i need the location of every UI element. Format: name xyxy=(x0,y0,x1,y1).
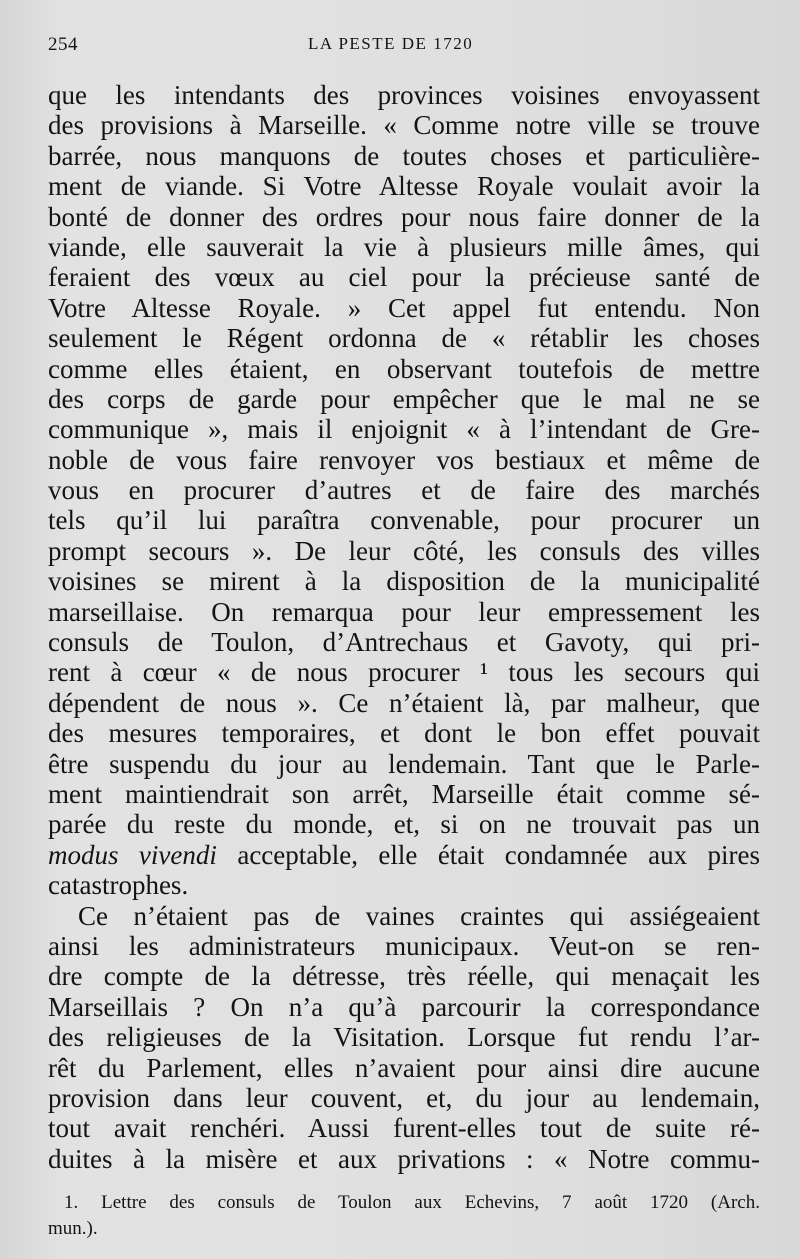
text-line: que les intendants des provinces voisines envoyassent xyxy=(48,80,760,110)
text-line: ainsi les administrateurs municipaux. Veut-on se ren- xyxy=(48,930,760,961)
text-line: parée du reste du monde, et, si on ne trouvait pas un xyxy=(48,809,760,840)
text-line: modus vivendi acceptable, elle était condamnée aux pires xyxy=(48,839,760,870)
text-line: tels qu’il lui paraîtra convenable, pour procurer un xyxy=(48,505,760,536)
text-line: comme elles étaient, en observant toutefois de mettre xyxy=(48,353,760,384)
text-line: des religieuses de la Visitation. Lorsque fut rendu l’ar- xyxy=(48,1022,760,1053)
text-line: tout avait renchéri. Aussi furent-elles tout de suite ré- xyxy=(48,1113,760,1144)
text-line: Ce n’étaient pas de vaines craintes qui assiégeaient xyxy=(78,900,760,931)
body-text xyxy=(48,80,760,1174)
text-line: communique », mais il enjoignit « à l’intendant de Gre- xyxy=(48,414,760,445)
footnotes xyxy=(48,1190,760,1242)
text-line: duites à la misère et aux privations : « Notre commu- xyxy=(48,1143,760,1174)
text-line: consuls de Toulon, d’Antrechaus et Gavoty, qui pri- xyxy=(48,627,760,658)
text-line: prompt secours ». De leur côté, les consuls des villes xyxy=(48,535,760,566)
text-line: ment maintiendrait son arrêt, Marseille était comme sé- xyxy=(48,778,760,809)
text-line: dre compte de la détresse, très réelle, qui menaçait les xyxy=(48,961,760,992)
text-line: barrée, nous manquons de toutes choses et particulière- xyxy=(48,140,760,171)
text-line: des provisions à Marseille. « Comme notre ville se trouve xyxy=(48,110,760,141)
text-line: des corps de garde pour empêcher que le mal ne se xyxy=(48,383,760,414)
text-line: des mesures temporaires, et dont le bon effet pouvait xyxy=(48,718,760,749)
text-line: dépendent de nous ». Ce n’étaient là, par malheur, que xyxy=(48,687,760,718)
running-title: LA PESTE DE 1720 xyxy=(308,34,474,53)
text-line: provision dans leur couvent, et, du jour au lendemain, xyxy=(48,1082,760,1113)
text-line: noble de vous faire renvoyer vos bestiaux et même de xyxy=(48,444,760,475)
text-line: bonté de donner des ordres pour nous faire donner de la xyxy=(48,201,760,232)
text-line: marseillaise. On remarqua pour leur empressement les xyxy=(48,596,760,627)
text-line: vous en procurer d’autres et de faire des marchés xyxy=(48,475,760,506)
text-line: voisines se mirent à la disposition de la municipalité xyxy=(48,566,760,597)
text-line: rent à cœur « de nous procurer ¹ tous les secours qui xyxy=(48,657,760,688)
page-number: 254 xyxy=(48,34,78,55)
text-line: catastrophes. xyxy=(48,870,189,901)
text-line: viande, elle sauverait la vie à plusieurs mille âmes, qui xyxy=(48,231,760,262)
text-line: rêt du Parlement, elles n’avaient pour ainsi dire aucune xyxy=(48,1052,760,1083)
text-line: feraient des vœux au ciel pour la précieuse santé de xyxy=(48,262,760,293)
footnote-line: 1. Lettre des consuls de Toulon aux Echevins, 7 août 1720 (Arch. xyxy=(64,1192,760,1213)
text-line: ment de viande. Si Votre Altesse Royale voulait avoir la xyxy=(48,171,760,202)
text-line: seulement le Régent ordonna de « rétablir les choses xyxy=(48,323,760,354)
footnote-line: mun.). xyxy=(48,1218,98,1239)
running-head xyxy=(48,34,758,62)
text-line: être suspendu du jour au lendemain. Tant que le Parle- xyxy=(48,748,760,779)
text-line: Marseillais ? On n’a qu’à parcourir la correspondance xyxy=(48,991,760,1022)
text-line: Votre Altesse Royale. » Cet appel fut entendu. Non xyxy=(48,292,760,323)
